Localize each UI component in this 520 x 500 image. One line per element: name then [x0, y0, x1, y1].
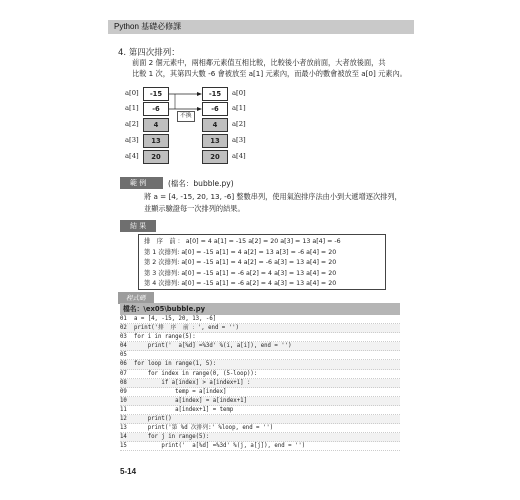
code-text: for i in range(5):	[134, 334, 196, 341]
line-number: 12	[120, 416, 127, 423]
result-line: 第 4 次排列: a[0] = -15 a[1] = -6 a[2] = 4 a[3] = 13 a[4] = 20	[144, 280, 337, 287]
code-filename: 檔名：\ex05\bubble.py	[120, 303, 400, 315]
code-line	[120, 433, 400, 442]
code-text: a = [4, -15, 20, 13, -6]	[134, 316, 217, 322]
example-title: (檔名：bubble.py)	[168, 179, 234, 188]
code-line	[120, 315, 400, 324]
code-line	[120, 324, 400, 333]
array-label-left: a[3]	[125, 136, 139, 144]
arrow-connectors	[125, 80, 265, 170]
line-number: 02	[120, 325, 127, 332]
after-cell: -15	[202, 87, 228, 101]
code-line	[120, 415, 400, 424]
line-number: 05	[120, 352, 127, 359]
code-line	[120, 397, 400, 406]
code-line	[120, 442, 400, 451]
line-number: 01	[120, 316, 127, 322]
code-lines	[120, 315, 400, 451]
array-label-left: a[4]	[125, 152, 139, 160]
code-line	[120, 351, 400, 360]
code-text: print(' a[%d] =%3d' %(j, a[j]), end = '')	[134, 443, 306, 450]
code-line	[120, 333, 400, 342]
program-tab: 程式碼	[118, 292, 154, 304]
line-number: 15	[120, 443, 127, 450]
line-number: 14	[120, 434, 127, 441]
code-listing	[120, 303, 400, 461]
step-title: 4. 第四次排列：	[118, 48, 180, 58]
array-label-right: a[2]	[232, 120, 246, 128]
example-desc-line-1: 將 a = [4, -15, 20, 13, -6] 整數串列，使用氣泡排序法由小到大遞增逐次排列，	[144, 192, 402, 201]
array-label-left: a[0]	[125, 89, 139, 97]
code-line	[120, 342, 400, 351]
array-label-right: a[1]	[232, 104, 246, 112]
result-line: 第 2 次排列: a[0] = -15 a[1] = 4 a[2] = -6 a[3] = 13 a[4] = 20	[144, 259, 337, 266]
line-number: 07	[120, 370, 127, 377]
array-label-right: a[4]	[232, 152, 246, 160]
line-number: 06	[120, 361, 127, 368]
step-paragraph-line-2: 比較 1 次，其第四大數 -6 會被放至 a[1] 元素內，而最小的數會被放至 a[0] 元素內。	[132, 69, 407, 78]
before-cell: 20	[143, 150, 169, 164]
example-desc-line-2: 並顯示驗證每一次排列的結果。	[144, 204, 245, 213]
code-text: if a[index] > a[index+1] :	[134, 379, 251, 386]
code-text: print(' a[%d] =%3d' %(i, a[i]), end = '')	[134, 343, 292, 350]
array-label-left: a[1]	[125, 104, 139, 112]
after-cell: 13	[202, 134, 228, 148]
line-number: 10	[120, 397, 127, 404]
array-label-left: a[2]	[125, 120, 139, 128]
result-line: 第 3 次排列: a[0] = -15 a[1] = -6 a[2] = 4 a[3] = 13 a[4] = 20	[144, 269, 337, 277]
line-number: 08	[120, 379, 127, 386]
page-number: 5-14	[120, 467, 137, 476]
before-cell: 13	[143, 134, 169, 148]
line-number: 13	[120, 425, 127, 432]
code-text: print('第 %d 次排列:' %loop, end = '')	[134, 425, 274, 432]
step-paragraph-line-1: 前面 2 個元素中，兩相鄰元素值互相比較，比較後小者放前面，大者放後面，共	[132, 58, 386, 67]
no-swap-label: 不換	[177, 111, 195, 122]
code-line	[120, 379, 400, 388]
code-text: for loop in range(1, 5):	[134, 361, 217, 368]
result-line: 第 1 次排列: a[0] = -15 a[1] = 4 a[2] = 13 a[3] = -6 a[4] = 20	[144, 248, 337, 256]
code-text: for j in range(5):	[134, 434, 210, 441]
before-cell: 4	[143, 118, 169, 132]
before-cell: -15	[143, 87, 169, 101]
code-text: print()	[134, 416, 172, 423]
after-cell: -6	[202, 102, 228, 116]
code-line	[120, 360, 400, 369]
code-text: for index in range(0, (5-loop)):	[134, 370, 258, 377]
code-line	[120, 370, 400, 379]
code-text: print('排 序 前 ：', end = '')	[134, 325, 239, 332]
code-text: a[index] = a[index+1]	[134, 397, 247, 404]
code-text: temp = a[index]	[134, 388, 227, 395]
before-cell: -6	[143, 102, 169, 116]
line-number: 09	[120, 388, 127, 395]
code-line	[120, 424, 400, 433]
line-number: 11	[120, 406, 127, 413]
code-line	[120, 406, 400, 415]
line-number: 03	[120, 334, 127, 341]
code-text: a[index+1] = temp	[134, 406, 234, 413]
page-header-title: Python 基礎必修課	[114, 22, 182, 31]
swap-diagram	[125, 80, 265, 170]
array-label-right: a[3]	[232, 136, 246, 144]
result-line: 排 序 前 ： a[0] = 4 a[1] = -15 a[2] = 20 a[3] = 13 a[4] = -6	[144, 238, 341, 245]
result-box	[138, 234, 386, 290]
result-tab: 結 果	[120, 220, 156, 232]
after-cell: 4	[202, 118, 228, 132]
example-tab: 範 例	[120, 177, 163, 189]
after-cell: 20	[202, 150, 228, 164]
line-number: 04	[120, 343, 127, 350]
array-label-right: a[0]	[232, 89, 246, 97]
code-line	[120, 388, 400, 397]
